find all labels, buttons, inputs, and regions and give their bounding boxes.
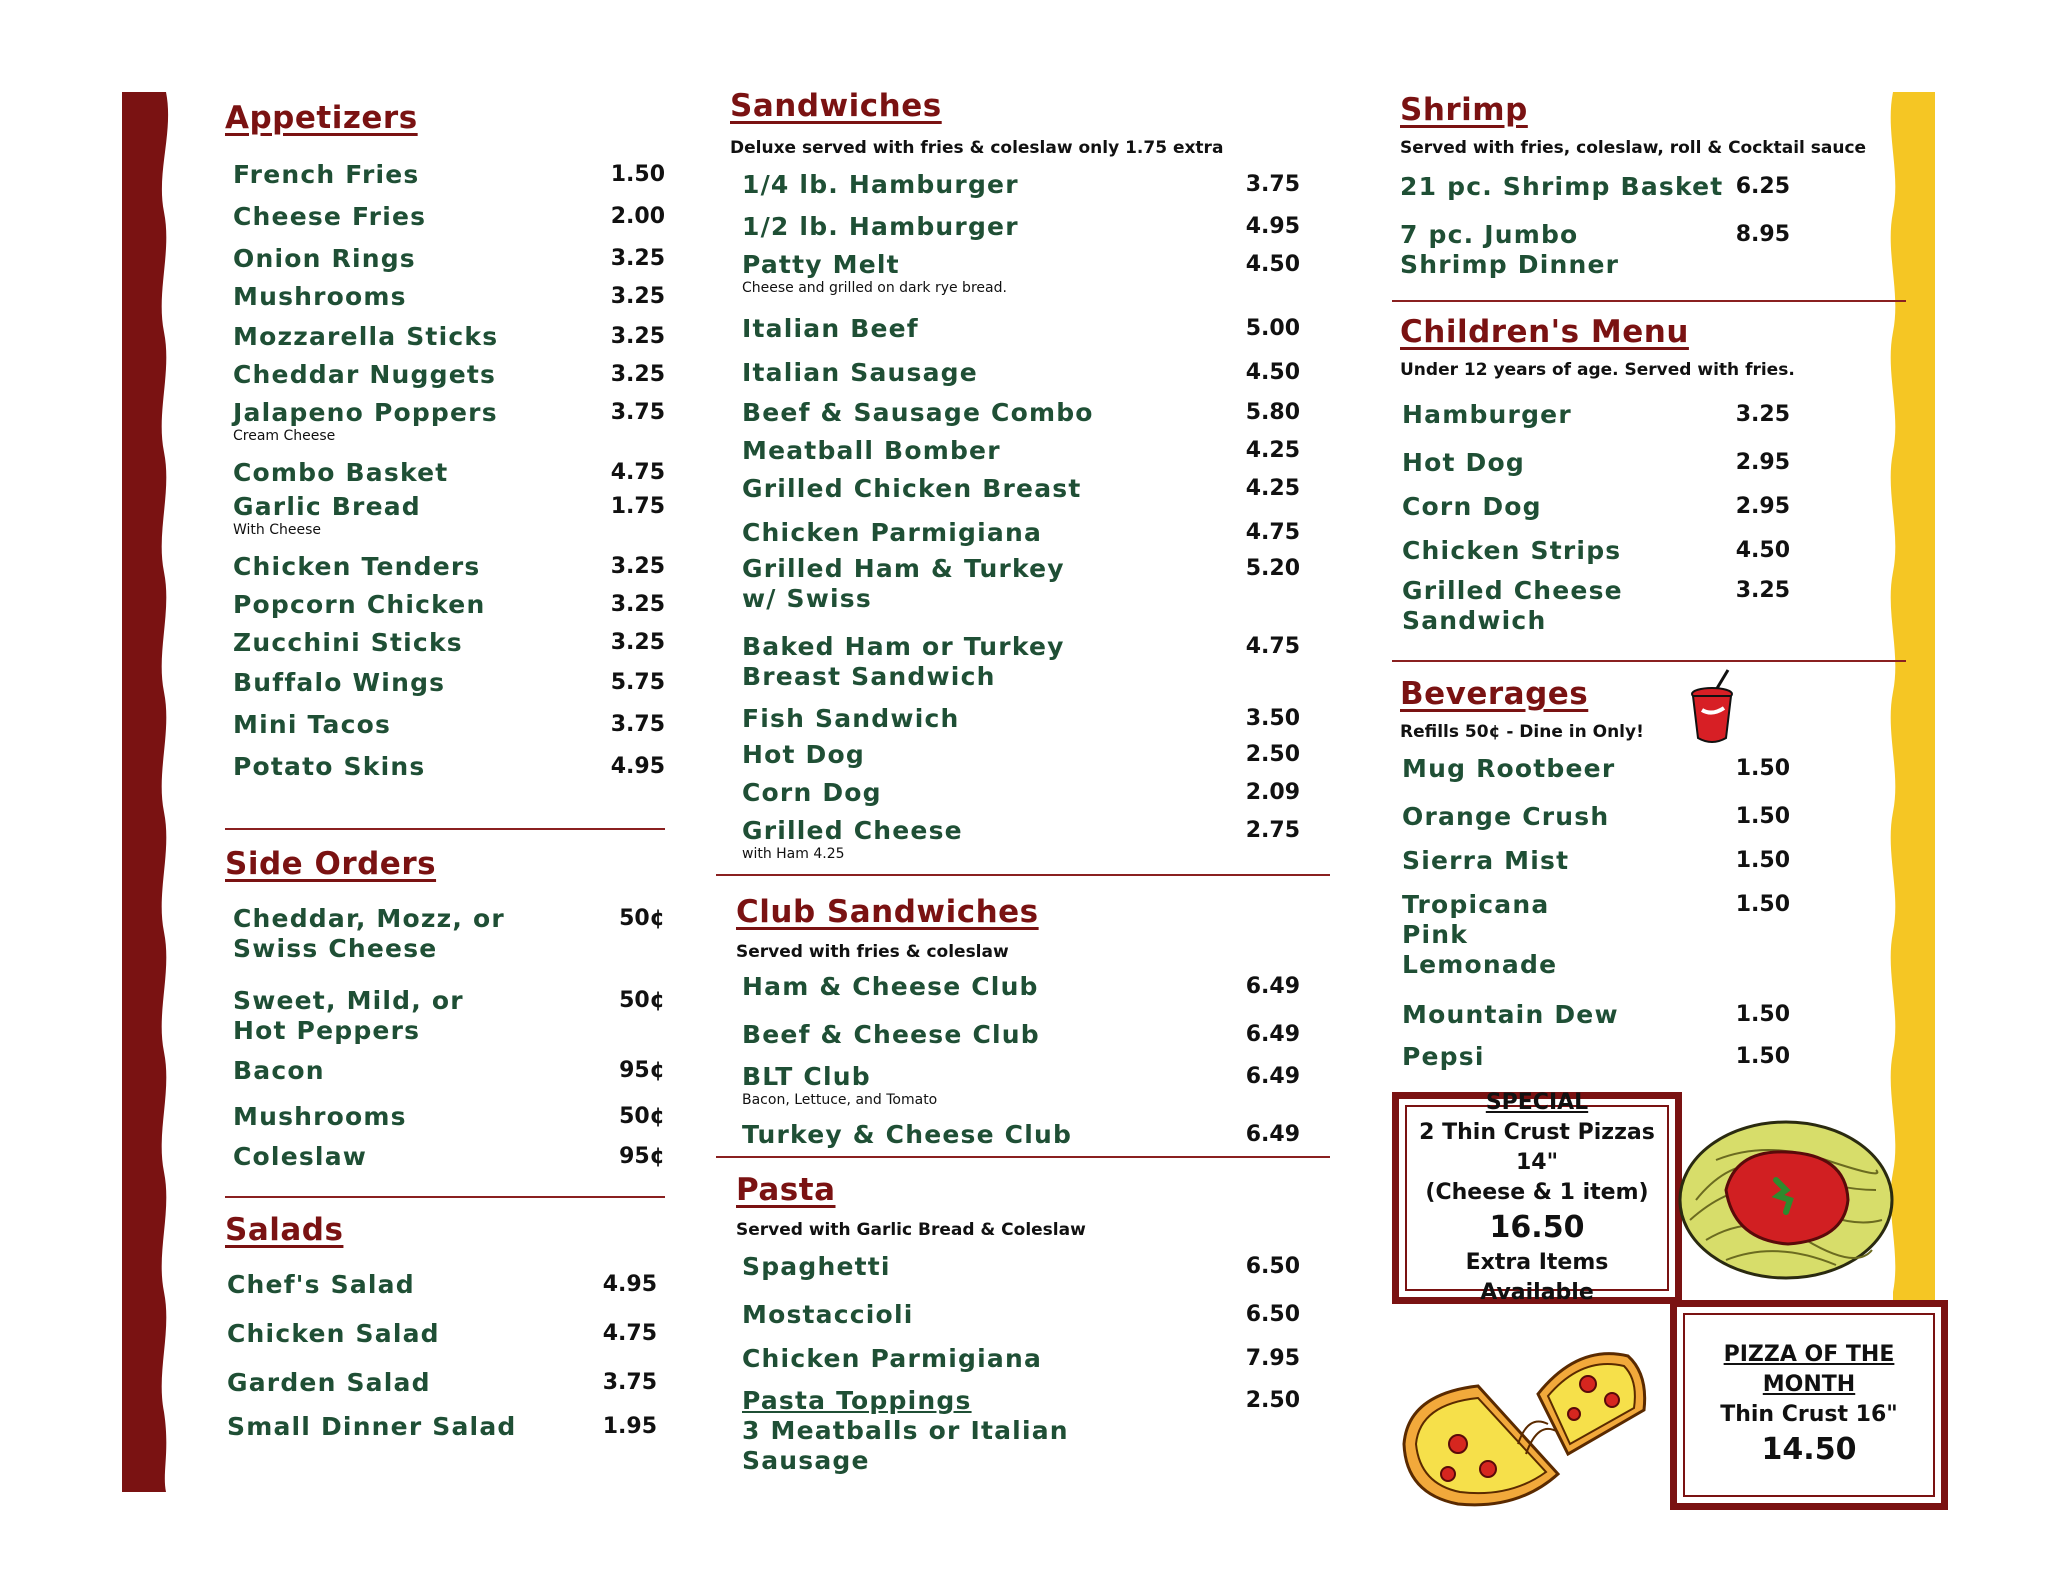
section-divider: [716, 1156, 1330, 1158]
soda-cup-icon: [1684, 668, 1744, 748]
menu-item: Tropicana Pink Lemonade 1.50: [1402, 890, 1790, 979]
menu-item: Meatball Bomber 4.25: [742, 436, 1300, 465]
menu-item: Chef's Salad 4.95: [227, 1270, 657, 1299]
menu-item: Turkey & Cheese Club 6.49: [742, 1120, 1300, 1149]
item-note: Cream Cheese: [233, 428, 336, 444]
menu-item: Chicken Strips 4.50: [1402, 536, 1790, 565]
menu-item: Bacon 95¢: [233, 1056, 665, 1085]
menu-item: 21 pc. Shrimp Basket 6.25: [1400, 172, 1790, 201]
menu-item: Hot Dog 2.50: [742, 740, 1300, 769]
spaghetti-illustration: [1676, 1110, 1896, 1290]
menu-item: Cheese Fries 2.00: [233, 202, 665, 231]
menu-item: Mountain Dew 1.50: [1402, 1000, 1790, 1029]
menu-item: Chicken Salad 4.75: [227, 1319, 657, 1348]
menu-item: Beef & Cheese Club 6.49: [742, 1020, 1300, 1049]
menu-item: Italian Beef 5.00: [742, 314, 1300, 343]
club-sandwiches-heading: Club Sandwiches: [736, 894, 1039, 930]
pasta-heading: Pasta: [736, 1172, 836, 1208]
menu-item: Potato Skins 4.95: [233, 752, 665, 781]
column-right: [1400, 92, 1890, 1072]
menu-item: Garlic Bread With Cheese 1.75: [233, 492, 665, 538]
menu-item: Cheddar Nuggets 3.25: [233, 360, 665, 389]
menu-item: Garden Salad 3.75: [227, 1368, 657, 1397]
beverages-subtitle: Refills 50¢ - Dine in Only!: [1400, 722, 1644, 742]
menu-item: Small Dinner Salad 1.95: [227, 1412, 657, 1441]
menu-item: Sierra Mist 1.50: [1402, 846, 1790, 875]
section-divider: [716, 874, 1330, 876]
menu-item: Patty Melt Cheese and grilled on dark rye bread. 4.50: [742, 250, 1300, 296]
menu-item: Grilled Cheese Sandwich 3.25: [1402, 576, 1790, 635]
sandwiches-subtitle: Deluxe served with fries & coleslaw only 1.75 extra: [730, 138, 1224, 158]
menu-item: Mini Tacos 3.75: [233, 710, 665, 739]
club-sandwiches-subtitle: Served with fries & coleslaw: [736, 942, 1009, 962]
menu-item: Corn Dog 2.09: [742, 778, 1300, 807]
menu-item: Orange Crush 1.50: [1402, 802, 1790, 831]
menu-item: Coleslaw 95¢: [233, 1142, 665, 1171]
pizza-month-line1: Thin Crust 16": [1720, 1402, 1898, 1427]
menu-item: Beef & Sausage Combo 5.80: [742, 398, 1300, 427]
menu-item: Popcorn Chicken 3.25: [233, 590, 665, 619]
menu-item: Baked Ham or Turkey Breast Sandwich 4.75: [742, 632, 1300, 691]
item-note: Bacon, Lettuce, and Tomato: [742, 1092, 938, 1108]
menu-item: Grilled Cheese with Ham 4.25 2.75: [742, 816, 1300, 862]
pizza-month-title-2: MONTH: [1762, 1372, 1856, 1397]
section-divider: [225, 1196, 665, 1198]
menu-item: Mug Rootbeer 1.50: [1402, 754, 1790, 783]
pizza-month-title-1: PIZZA OF THE: [1723, 1342, 1895, 1367]
beverages-list: [1400, 754, 1890, 1072]
menu-item: Chicken Parmigiana 7.95: [742, 1344, 1300, 1373]
menu-item: Mushrooms 50¢: [233, 1102, 665, 1131]
menu-item: Chicken Parmigiana 4.75: [742, 518, 1300, 547]
menu-item: Spaghetti 6.50: [742, 1252, 1300, 1281]
sandwiches-list: [730, 170, 1330, 862]
pizza-illustration: [1398, 1334, 1654, 1514]
menu-item: Italian Sausage 4.50: [742, 358, 1300, 387]
sandwiches-heading: Sandwiches: [730, 88, 942, 124]
menu-item: Fish Sandwich 3.50: [742, 704, 1300, 733]
special-line3: Extra Items Available: [1465, 1250, 1609, 1305]
shrimp-list: [1400, 172, 1890, 280]
shrimp-subtitle: Served with fries, coleslaw, roll & Cocktail sauce: [1400, 138, 1867, 158]
menu-item: Combo Basket 4.75: [233, 458, 665, 487]
beverages-heading: Beverages: [1400, 676, 1589, 712]
column-middle: [730, 88, 1330, 1476]
menu-item: Ham & Cheese Club 6.49: [742, 972, 1300, 1001]
childrens-menu-list: [1400, 400, 1890, 636]
item-note: Cheese and grilled on dark rye bread.: [742, 280, 1007, 296]
menu-item: 7 pc. Jumbo Shrimp Dinner 8.95: [1400, 220, 1790, 279]
special-title: SPECIAL: [1485, 1090, 1589, 1115]
menu-item: Hamburger 3.25: [1402, 400, 1790, 429]
section-divider: [1392, 300, 1906, 302]
menu-item: 1/4 lb. Hamburger 3.75: [742, 170, 1300, 199]
menu-item: Onion Rings 3.25: [233, 244, 665, 273]
menu-item: Chicken Tenders 3.25: [233, 552, 665, 581]
menu-item: 1/2 lb. Hamburger 4.95: [742, 212, 1300, 241]
section-divider: [225, 828, 665, 830]
shrimp-heading: Shrimp: [1400, 92, 1528, 128]
menu-item: Pepsi 1.50: [1402, 1042, 1790, 1071]
column-left: [225, 100, 665, 1442]
appetizers-heading: Appetizers: [225, 100, 418, 136]
menu-item: Mostaccioli 6.50: [742, 1300, 1300, 1329]
childrens-menu-subtitle: Under 12 years of age. Served with fries.: [1400, 360, 1795, 380]
menu-item: Grilled Ham & Turkey w/ Swiss 5.20: [742, 554, 1300, 613]
menu-item: Sweet, Mild, or Hot Peppers 50¢: [233, 986, 665, 1045]
appetizers-list: [225, 160, 665, 782]
item-note: With Cheese: [233, 522, 322, 538]
side-orders-list: [225, 904, 665, 1172]
special-box: [1392, 1092, 1682, 1304]
pizza-month-price: 14.50: [1761, 1432, 1857, 1467]
menu-item: Corn Dog 2.95: [1402, 492, 1790, 521]
special-price: 16.50: [1489, 1210, 1585, 1245]
menu-item: Buffalo Wings 5.75: [233, 668, 665, 697]
special-line1: 2 Thin Crust Pizzas 14": [1419, 1120, 1655, 1175]
pasta-list: [730, 1252, 1330, 1476]
pasta-toppings-item: Pasta Toppings 3 Meatballs or Italian Sausage 2.50: [742, 1386, 1300, 1475]
club-sandwiches-list: [730, 972, 1330, 1150]
pizza-of-month-box: [1670, 1300, 1948, 1510]
menu-item: Mozzarella Sticks 3.25: [233, 322, 665, 351]
menu-item: Mushrooms 3.25: [233, 282, 665, 311]
menu-item: French Fries 1.50: [233, 160, 665, 189]
menu-item: Jalapeno Poppers Cream Cheese 3.75: [233, 398, 665, 444]
side-orders-heading: Side Orders: [225, 846, 437, 882]
special-line2: (Cheese & 1 item): [1425, 1180, 1649, 1205]
childrens-menu-heading: Children's Menu: [1400, 314, 1689, 350]
item-note: with Ham 4.25: [742, 846, 845, 862]
menu-item: Cheddar, Mozz, or Swiss Cheese 50¢: [233, 904, 665, 963]
menu-item: Hot Dog 2.95: [1402, 448, 1790, 477]
menu-item: Zucchini Sticks 3.25: [233, 628, 665, 657]
pasta-subtitle: Served with Garlic Bread & Coleslaw: [736, 1220, 1086, 1240]
menu-item: Grilled Chicken Breast 4.25: [742, 474, 1300, 503]
salads-list: [225, 1270, 665, 1442]
left-wavy-stripe: [122, 92, 170, 1492]
salads-heading: Salads: [225, 1212, 344, 1248]
section-divider: [1392, 660, 1906, 662]
menu-item: BLT Club Bacon, Lettuce, and Tomato 6.49: [742, 1062, 1300, 1108]
